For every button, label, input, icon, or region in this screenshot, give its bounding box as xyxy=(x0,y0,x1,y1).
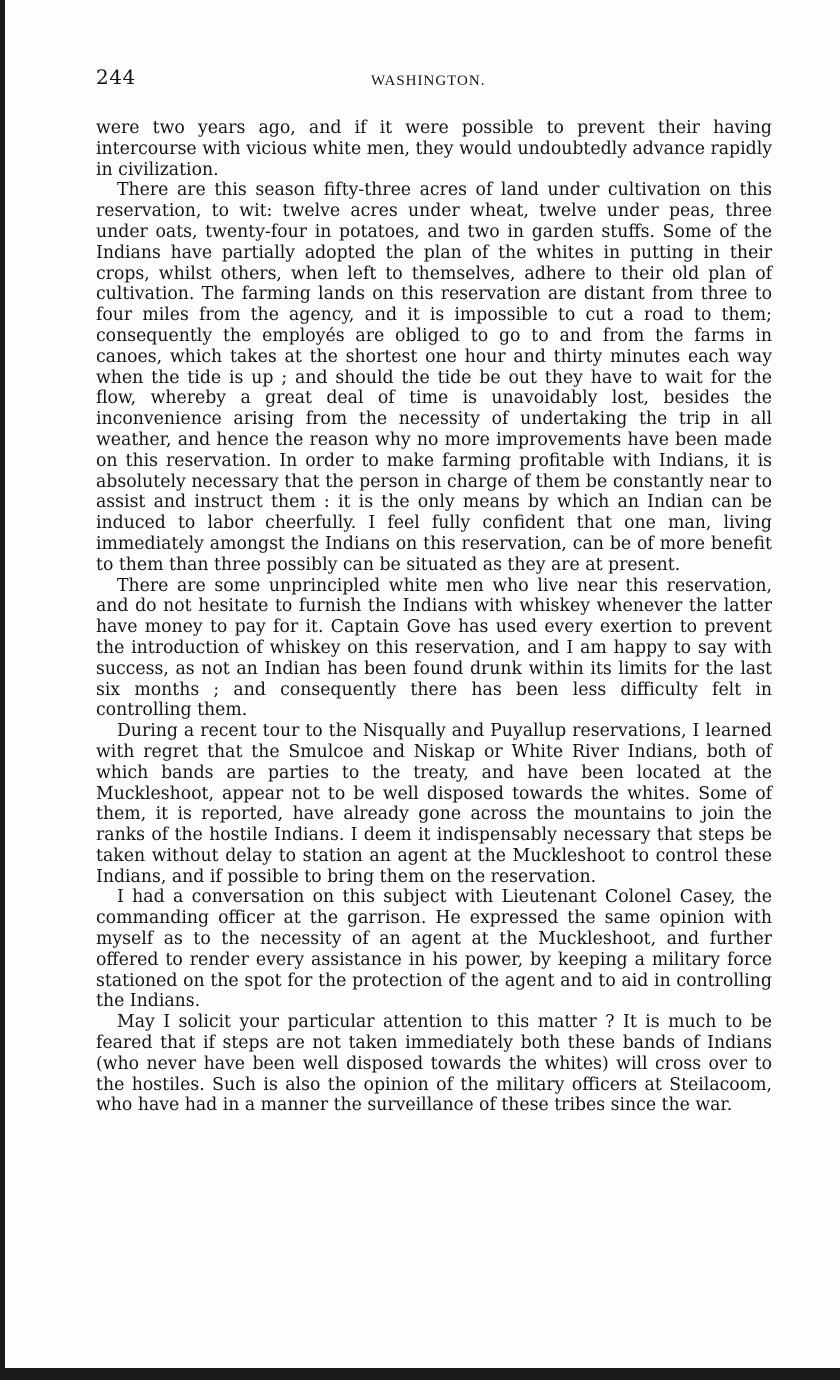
paragraph-muckleshoot: During a recent tour to the Nisqually and Puyallup reservations, I learned with regret that the Smulcoe and Niskap or White River Indians, both of which bands are parties to the treaty, and have been located at the Muckleshoot, appear not to be well disposed towards the whites. Some of them, it is reported, have already gone across the mountains to join the ranks of the hostile Indians. I deem it indispensably necessary that steps be taken without delay to station an agent at the Muckleshoot to control these Indians, and if possible to bring them on the reservation. xyxy=(96,721,772,887)
page-number: 244 xyxy=(96,65,136,89)
scan-edge-bottom xyxy=(0,1368,840,1380)
body-text xyxy=(96,118,772,1116)
scan-edge-left xyxy=(0,0,5,1368)
paragraph-whiskey: There are some unprincipled white men who live near this reservation, and do not hesitate to furnish the Indians with whiskey whenever the latter have money to pay for it. Captain Gove has used every exertion to prevent the introduction of whiskey on this reservation, and I am happy to say with success, as not an Indian has been found drunk within its limits for the last six months ; and consequently there has been less difficulty felt in controlling them. xyxy=(96,575,772,721)
paragraph-solicitation: May I solicit your particular attention to this matter ? It is much to be feared that if steps are not taken immediately both these bands of Indians (who never have been well disposed towards the whites) will cross over to the hostiles. Such is also the opinion of the military officers at Steilacoom, who have had in a manner the surveillance of these tribes since the war. xyxy=(96,1012,772,1116)
running-head: WASHINGTON. xyxy=(371,73,486,89)
page-header xyxy=(96,64,772,94)
paragraph-casey: I had a conversation on this subject with Lieutenant Colonel Casey, the commanding officer at the garrison. He expressed the same opinion with myself as to the necessity of an agent at the Muckleshoot, and further offered to render every assistance in his power, by keeping a military force stationed on the spot for the protection of the agent and to aid in controlling the Indians. xyxy=(96,887,772,1012)
paragraph-cultivation: There are this season fifty-three acres of land under cultivation on this reservation, to wit: twelve acres under wheat, twelve under peas, three under oats, twenty-four in potatoes, and two in garden stuffs. Some of the Indians have partially adopted the plan of the whites in putting in their crops, whilst others, when left to themselves, adhere to their old plan of cultivation. The farming lands on this reservation are distant from three to four miles from the agency, and it is impossible to cut a road to them; consequently the employés are obliged to go to and from the farms in canoes, which takes at the shortest one hour and thirty minutes each way when the tide is up ; and should the tide be out they have to wait for the flow, whereby a great deal of time is unavoidably lost, besides the inconvenience arising from the necessity of undertaking the trip in all weather, and hence the reason why no more improvements have been made on this reservation. In order to make farming profitable with Indians, it is absolutely necessary that the person in charge of them be constantly near to assist and instruct them : it is the only means by which an Indian can be induced to labor cheerfully. I feel fully confident that one man, living immediately amongst the Indians on this reservation, can be of more benefit to them than three possibly can be situated as they are at present. xyxy=(96,180,772,575)
paragraph-continuation: were two years ago, and if it were possible to prevent their having intercourse with vicious white men, they would undoubtedly advance rapidly in civilization. xyxy=(96,118,772,180)
